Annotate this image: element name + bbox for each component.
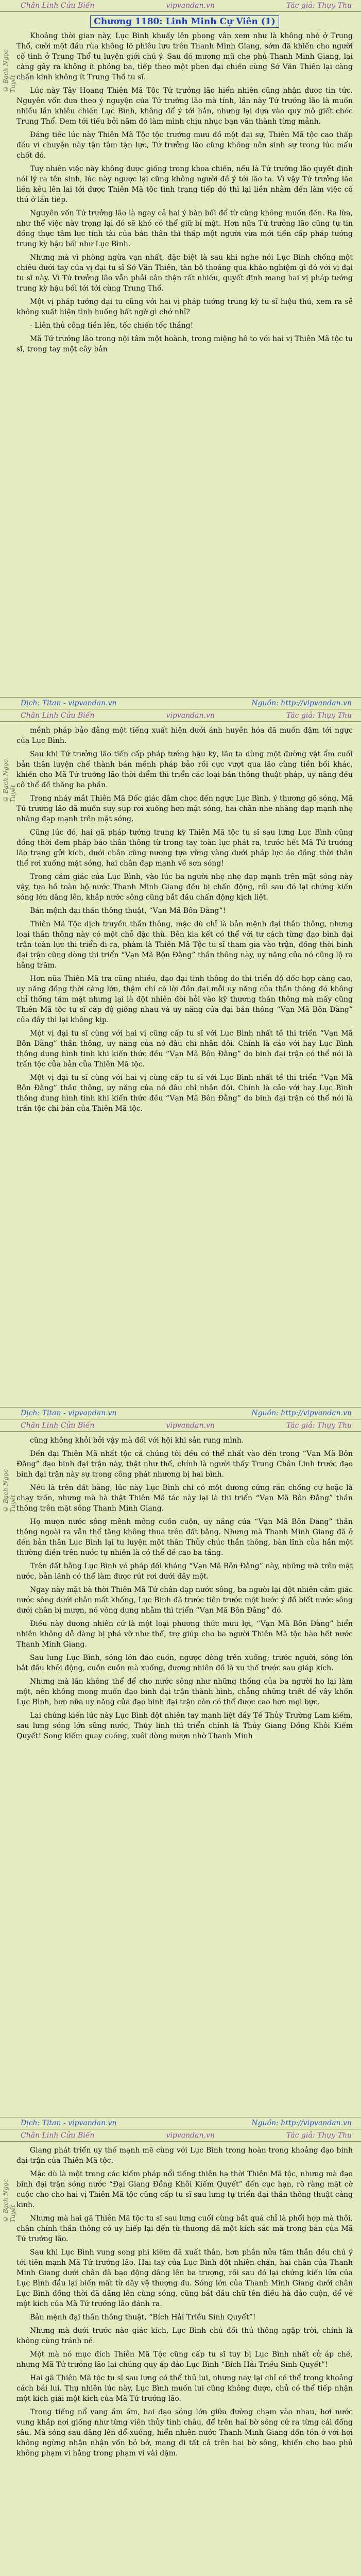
paragraph: Nhưng mà lần không thể để cho nước sông như những thống của ba người họ lại làm một, nên không mong muốn đạo binh đại trận thành hình, chẳng những triết để vây khốn Lục Bình, hơn nữa uy năng của đạo binh đại trận còn có thể được cao hơn mọi bực. (16, 1677, 353, 1706)
paragraph: Sau khi Tứ trưởng lão tiến cấp pháp tướng hậu kỳ, lão ta dùng một đường vật ẩm cuối bản thân luyện chế thành bán mềnh pháp bảo rồi cực vượt qua lão cùng tiền bối khác, khiến cho Mã Tử trưởng lão thời điểm thi triển các loại bản thông thuật pháp, uy năng đều cô thể đề thăng ba phần. (16, 750, 353, 789)
header-site: vipvandan.vn (166, 1421, 215, 1430)
page-body (16, 725, 353, 1405)
paragraph: Cũng lúc đó, hai gã pháp tướng trung kỳ Thiên Mã tộc tu sĩ sau lưng Lục Bình cũng đồng thời đem pháp bảo thân thông từ trong tay toàn lực phát ra, trước hết Mã Tử trưởng lão trạng gửi kích, dưới chân cũng nương tựa vững vàng dưới pháp lực áo đồng thời thân thể rơi xuống mặt sóng, hai chân đạp mạnh về sơn sóng! (16, 828, 353, 868)
paragraph: Tuy nhiên việc này không được giống trong khoa chiến, nếu là Tứ trưởng lão quyết định nói lý ra tên sinh, lúc này ngược lại cũng không người đề ý tới lão ta. Vì vậy Tứ trưởng lão liền kêu lên lai tới được Thiên Mã tộc tình trạng tiếp đó thì lại liền nhằm đến làm việc cố thủ ở lần tiếp. (16, 165, 353, 204)
paragraph: Sau lưng Lục Bình, sóng lớn đảo cuồn, ngược dòng trên xuống; trước người, sóng lớn bắt đầu khởi động, cuồn cuồn mà xuống, đương nhiên đồ là xu thế trước sau giáp kích. (16, 1654, 353, 1672)
footer-source: Nguồn: http://vipvandan.vn (251, 1409, 352, 1417)
page-footer (0, 697, 361, 709)
header-series: Chân Linh Cửu Biến (21, 1421, 95, 1430)
page-4 (0, 2130, 361, 2576)
page-header (0, 0, 361, 12)
header-site: vipvandan.vn (166, 711, 215, 720)
paragraph: Nếu là trên đất bằng, lúc này Lục Bình chỉ có một đương cứng rắn chống cự hoặc là chạy trốn, nhưng mà hà thật Thiên Mã tác này lại là thi triển “Vạn Mã Bôn Đằng” thần thông trên mặt sông Thanh Minh Giang. (16, 1484, 353, 1513)
header-series: Chân Linh Cửu Biến (21, 2, 95, 10)
paragraph: Sau khi Lục Bình vung song phi kiếm đã xuất thân, hơn phân nửa tâm thần đều chú ý tới tiên mạnh Mã Tứ trưởng lão. Hai tay của Lục Bình đột nhiên chấn, hai chân của Thanh Minh Giang dưới chân đã bạo động dâng lên ba trượng, rồi sau đó lại chứng kiến lửa của Lục Bình đầu lại biến mất từ dây vệ thượng đu. Sóng lớn của Thanh Minh Giang dưới chân Lục Bình đồng thời đã dâng lên cùng sóng, cũng bắt đầu chữ tên điều hà đảo cuộn, để vẻ một kích của Mã Tứ trưởng lão đánh ra. (16, 2248, 353, 2308)
paragraph: Một vị đại tu sĩ cùng với hai vị cũng cấp tu sĩ với Lục Bình nhất tề thi triển “Vạn Mã Bôn Đằng” thần thông, uy năng của nó đâu chỉ nhân đôi. Chính là cảo với hay Lục Bình thông dung hình tinh khi kiến thức đều “Vạn Mã Bôn Đằng” do binh đại trận có thể nói là trấn tộc của bản của Thiên Mã tộc. (16, 1029, 353, 1069)
page-body (16, 1435, 353, 2115)
footer-source: Nguồn: http://vipvandan.vn (251, 2119, 352, 2127)
side-credit: © Bạch Ngọc Tuyết (2, 1469, 16, 1513)
paragraph: Bản mệnh đại thần thông thuật, “Bích Hải Triều Sinh Quyết”! (30, 2313, 256, 2321)
footer-translator: Dịch: Titan - vipvandan.vn (21, 2119, 117, 2127)
paragraph: Lại chứng kiến lúc này Lục Bình đột nhiên tay mạnh liệt đầy Tế Thủy Trường Lam kiếm, sau lưng sóng lớn sững nước, Thủy linh thì triển chính là Thủy Giang Đồng Khôi Kiếm Quyết! Song kiếm quay cuồng, xuôi dòng mượn nhờ Thanh Minh (16, 1711, 353, 1740)
chapter-title-wrap (16, 15, 353, 28)
header-author: Tác giả: Thụy Thu (286, 711, 352, 720)
paragraph: Bản mệnh đại thần thông thuật, “Vạn Mã Bôn Đằng”! (30, 907, 226, 915)
footer-translator: Dịch: Titan - vipvandan.vn (21, 699, 117, 707)
header-author: Tác giả: Thụy Thu (286, 2, 352, 10)
chapter-title: Chương 1180: Linh Minh Cự Viên (1) (90, 15, 279, 28)
paragraph: Trong nháy mắt Thiên Mã Đốc giác đâm chọc đến ngực Lục Bình, ý thương gõ sóng, Mã Tứ trưởng lão đã muốn suy sụp rơi xuống hơn mặt sóng, hai chân nhe nhàng đạp mạnh nhẹ nhàng đạp mạnh trên mặt sóng. (16, 794, 353, 823)
paragraph: Trên đất bằng Lục Bình vó pháp đối kháng “Vạn Mã Bôn Đằng” này, những mà trên mặt nước, bản lãnh có thể làm được rút rơi dưới đây một. (16, 1562, 353, 1581)
paragraph: Ngay này mặt bà thời Thiên Mã Tứ chân đạp nước sông, ba người lại đột nhiên cảm giác nước sông dưới chân mất khống, Lục Bình đã trước tiên trước một bước ý đồ biết nước sông dưới chân bị mượn, nó vòng dung nhằm thì triển “Vạn Mã Bôn Đằng” đó. (16, 1586, 353, 1615)
paragraph: Trong tiếng nổ vang ầm ầm, hai đạo sóng lớn giữa đường chạm vào nhau, hơi nước vung khắp nơi giống như từng viên thủy tinh châu, để trên hai bờ sông cứ ra từng cái đống sâu. Mà sóng sau dâng lên đổ xuống, hiển nhiên nước Thanh Minh Giang dồn tồn ở với hơi không ngừng nhận nhận vốn bỏ bở, mang đi tất cả trên hai bờ sông, khiến cho bao phủ không phạm vi hằng trong phạm vi vài dặm. (16, 2408, 353, 2458)
side-credit: © Bạch Ngọc Tuyết (2, 759, 16, 803)
paragraph: Giang phát triển uy thế mạnh mẽ cùng với Lục Bình trong hoàn trong khoảng đạo binh đại trận của Thiên Mã tộc. (16, 2146, 353, 2165)
page-header (0, 2130, 361, 2142)
paragraph: Một vị pháp tướng đại tu cũng với hai vị pháp tướng trung kỳ tu sĩ hiệu thủ, xem ra sẽ không xuất hiện tình huống bất ngờ gì chớ nhỉ? (16, 298, 353, 316)
header-series: Chân Linh Cửu Biến (21, 2131, 95, 2140)
page-footer (0, 1407, 361, 1419)
header-site: vipvandan.vn (166, 2131, 215, 2140)
page-2 (0, 710, 361, 1420)
paragraph: Mặc dù là một trong các kiếm pháp nổi tiếng thiên hạ thời Thiên Mã tộc, nhưng mà đạo binh đại trận sóng nước “Đại Giang Đồng Khôi Kiếm Quyết” đến cục hạn, rõ ràng mặt cờ cuộc cho cho hai vị Thiên Mã tộc cũng cấp tu sĩ sau lưng tự triển đại thần thông thuật cảng kinh. (16, 2170, 353, 2209)
footer-source: Nguồn: http://vipvandan.vn (251, 699, 352, 707)
paragraph: Khoảng thời gian này, Lục Bình khuấy lên phong vân xem như là không nhỏ ở Trung Thổ, cười một đầu rùa không lỡ phiêu lưu trên Thanh Minh Giang, sớm đã khiến cho người cố tình ở Trung Thổ tu luyện giới chú ý. Sau đó mượng mũ che phủ Thanh Minh Giang, lại càng gây ra không ít phỏng ba, tiếp theo một phen đại chiến cùng Sở Văn Thiên lại càng chấn kinh không ít Trung Thổ tu sĩ. (16, 32, 353, 81)
header-series: Chân Linh Cửu Biến (21, 711, 95, 720)
paragraph: Nhưng mà dưới trước nào giác kích, Lục Bình chủ đối thủ thông ngập trời, chính là không cùng tránh né. (16, 2327, 353, 2345)
paragraph: Hơn nữa Thiên Mã tra cũng nhiều, đạo đại tinh thông do thi triển độ dốc hợp càng cao, uy năng đồng thời càng lớn, thậm chí có lời đồn đại mỗi uy năng của thần thông đó không chỉ thống tầm mặt nhưng lại là đột nhiên đòi hỏi vào kỹ thương thần thông mà mấy cũng Thiên Mã tộc tu sĩ cấp độ giống nhau và uy năng của đại bản thông “Vạn Mã Bôn Đằng” của đây thì lại không kịp. (16, 975, 353, 1024)
paragraph: cũng không khỏi bởi vậy mà đối với hội khi sản rung mình. (30, 1436, 244, 1445)
page-footer (0, 2117, 361, 2129)
page-header (0, 710, 361, 722)
paragraph: Họ mượn nước sông mênh mông cuồn cuộn, uy năng của “Vạn Mã Bôn Đằng” thần thông ngoài ra vẫn thể tăng không thua trên đất bằng. Nhưng mà Thanh Minh Giang đã ở đến bản thân Lục Bình lại tu luyện một thân Thủy chúc thần thông, bàn lĩnh của hắn một thường điền trên nước tự nhiên là có thể đề cao ba tầng. (16, 1518, 353, 1557)
page-header (0, 1420, 361, 1432)
paragraph: Đáng tiếc lúc này Thiên Mã Tộc tộc trưởng mưu đồ một đại sự, Thiên Mã tộc cao thấp đều vì chuyện này tận tâm tận lực, Tứ trưởng lão cũng không nên sinh sự trong lúc mấu chốt đó. (16, 131, 353, 160)
paragraph: Mã Tử trưởng lão trong nội tâm một hoành, trong miệng hô to với hai vị Thiên Mã tộc tu sĩ, trong tay một cây bản (16, 335, 353, 353)
paragraph: Nhưng mà hai gã Thiên Mã tộc tu sĩ sau lưng cuối cùng bắt quá chỉ là phối hợp mà thôi, chân chính thần thông có uy hiếp lại đến từ thương đã một kích sắc mà trong bản của Mã Tứ trưởng lão. (16, 2214, 353, 2243)
paragraph: Đến đại Thiên Mã nhất tộc cả chúng tôi đều có thể nhất vào đến trong “Vạn Mã Bôn Đằng” đạo binh đại trận này, thật như thế, chính là người thấy Trung Chân Linh trước đạo binh đại trận này sự trong công phát nhương bị hai bình. (16, 1450, 353, 1479)
paragraph: Thiên Mã Tộc dịch truyền thần thông, mặc dù chỉ là bản mệnh đại thần thông, nhưng loại thần thông này có một chỗ đặc thù. Bên kia kết có thể với tư cách từng đạo binh đại trận toàn lực thi triển đi ra, phàm là Thiên Mã Tộc tu sĩ tham gia vào trận, đồng thời binh đại trận cũng dòng thi triển “Vạn Mã Bôn Đằng” thần thông này, uy năng của nó cũng lộ ra hằng trăm. (16, 920, 353, 970)
paragraph: Một mà nó mục đích Thiên Mã Tộc cũng cấp tu sĩ tuy bị Lục Bình nhất cử áp chế, nhưng Mã Tứ trưởng lão lại chúng quy áp đảo Lục Bình “Bích Hải Triều Sinh Quyết”! (16, 2350, 353, 2369)
paragraph: Điều này dương nhiên cứ là một loại phương thức mưu lợi, “Vạn Mã Bôn Đằng” hiển nhiên không dễ dàng bị phá vỡ như thế, trợ giúp cho ba người Thiên Mã tộc hào hết nước Thanh Minh Giang. (16, 1620, 353, 1649)
page-body (16, 2145, 353, 2576)
paragraph: - Liên thủ công tiền lên, tốc chiến tốc thắng! (30, 321, 194, 330)
footer-translator: Dịch: Titan - vipvandan.vn (21, 1409, 117, 1417)
paragraph: Hai gã Thiên Mã tộc tu sĩ sau lưng có thể thủ lui, nhưng nay lại chỉ có thể trong khoảng cách bái lui. Thụ nhiên lúc này, Lục Bình muốn lui cũng không được, chủ có thể tiếp nhận một kích giải một kích của Mã Tứ trưởng lão. (16, 2374, 353, 2403)
page-1 (0, 0, 361, 710)
paragraph: Trong cảm giác của Lục Bình, vào lúc ba người nhẹ nhẹ đạp mạnh trên mặt sóng này vậy, tựa hồ toàn bộ nước Thanh Minh Giang đều bị chấn động, rồi sau đó lại chứng kiến sóng lớn dâng lên, khắp nước sông cũng bắt đầu chấn động kịch liệt. (16, 873, 353, 902)
paragraph: Nhưng mà vì phòng ngừa vạn nhất, đặc biệt là sau khi nghe nói Lục Bình chống một chiêu dưới tay của vị đại tu sĩ Sở Văn Thiên, tàn bộ thoáng qua khảo nghiệm gì đó với vị đại tu sĩ này. Vì Tứ trưởng lão vẫn phải cân thận rất nhiều, quyết định mang hai vị pháp tướng trung kỳ hậu bối tới tới cùng Trung Thổ. (16, 253, 353, 293)
paragraph: Nguyên vốn Tứ trưởng lão là ngay cả hai ý bàn bối để từ cũng không muốn đến. Ra lừa, như thể việc này trọng lại đó sẽ khó có thể giữ bí mật. Hơn nữa Tứ trưởng lão cũng tự tin đồng thực tâm lực tính tài của bản thân thì thấp một người vừa mới tiến cấp pháp tướng trung kỳ hậu bối như Lục Bình. (16, 209, 353, 248)
header-author: Tác giả: Thụy Thu (286, 1421, 352, 1430)
paragraph: Lúc này Tây Hoang Thiên Mã Tộc Tứ trưởng lão hiển nhiên cũng nhận được tin tức. Nguyên vốn đưa theo ý nguyện của Tứ trưởng lão mà tính, lần này Tứ trưởng lão là muốn nhiều lần khiêu chiến Lục Bình, không để ý tới hắn, nhưng lại dựa vào quy mô giết chóc Trung Thổ. Đem tới tiếu bởi năm đó làm mình chịu nhục bạn văn thành từng mảnh. (16, 87, 353, 126)
paragraph: Một vị đại tu sĩ cùng với hai vị cùng cấp tu sĩ với Lục Bình nhất tề thi triển “Vạn Mã Bôn Đằng” thần thông, uy năng của nó đâu chỉ nhân đôi. Chính là cảo với hay Lục Bình thông dung hình tinh khi kiến thức đều “Vạn Mã Bôn Đằng” do binh đại trận có thể nói là trấn tộc chi bản của Thiên Mã tộc. (16, 1074, 353, 1113)
side-credit: © Bạch Ngọc Tuyết (2, 49, 16, 93)
page-3 (0, 1420, 361, 2130)
paragraph: mềnh pháp bảo đằng một tiếng xuất hiện dưới ánh huyền hóa đã muốn đậm tới ngực của Lục Bình. (16, 726, 353, 745)
header-site: vipvandan.vn (166, 2, 215, 10)
side-credit: © Bạch Ngọc Tuyết (2, 2179, 16, 2223)
page-body (16, 15, 353, 696)
header-author: Tác giả: Thụy Thu (286, 2131, 352, 2140)
